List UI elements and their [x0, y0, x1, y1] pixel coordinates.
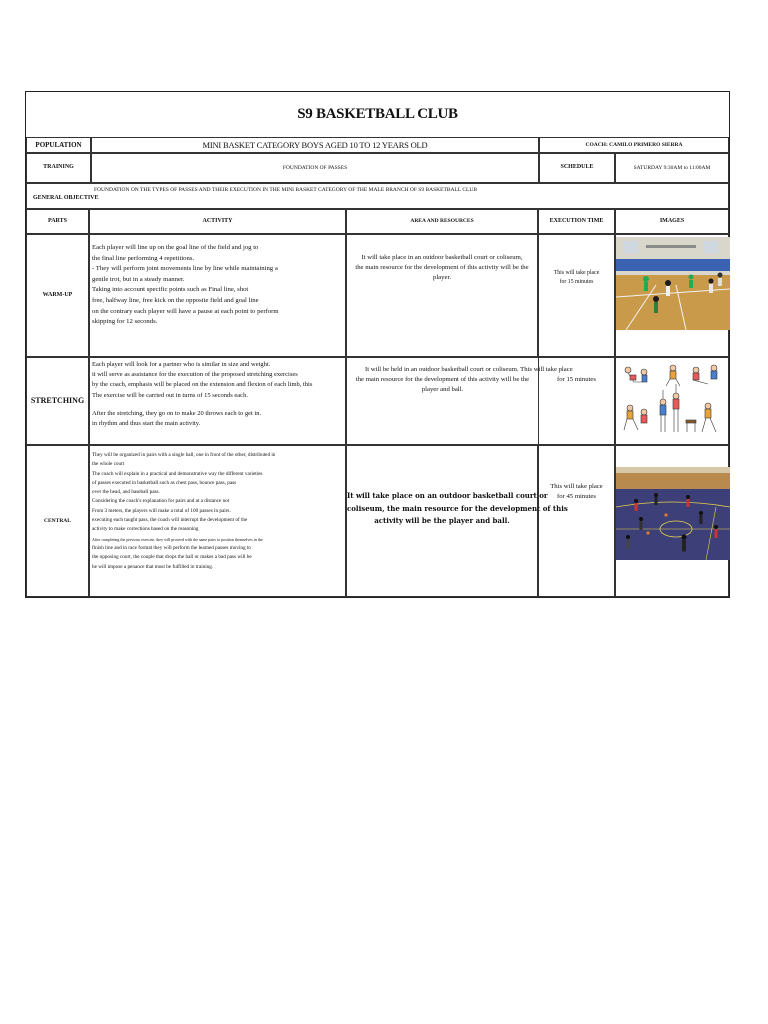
stretching-figures-drawing [618, 360, 728, 442]
activity-line: Each player will line up on the goal line of the field and jog to [92, 244, 259, 251]
activity-line: on the contrary each player will have a pause at each point to perform [92, 307, 279, 315]
area-line: player. [432, 274, 451, 281]
activity-line: the whole court [92, 461, 125, 468]
activity-line: in rhythm and thus start the main activity. [92, 420, 201, 428]
schedule-label: SCHEDULE [539, 153, 615, 183]
population-value: MINI BASKET CATEGORY BOYS AGED 10 TO 12 YEARS OLD [91, 137, 539, 153]
activity-line: The exercise will be carried out in turns of 15 seconds each. [92, 391, 248, 399]
coach-name: COACH: CAMILO PRIMERO SIERRA [539, 137, 729, 153]
activity-line: of passes executed in basketball such as chest pass, bounce pass, pass [92, 479, 237, 486]
area-line: It will be held in an outdoor basketball court or coliseum. This will take place [365, 366, 573, 373]
activity-line: he will impose a penance that must be fulfilled in training. [92, 563, 214, 570]
area-line: It will take place in an outdoor basketball court or coliseum, [361, 254, 523, 261]
part-stretching: STRETCHING [26, 357, 89, 445]
time-warmup [538, 234, 615, 357]
activity-line: the opposing court, the couple that drops the ball or makes a bad pass will be [92, 554, 252, 561]
area-stretching [346, 357, 573, 445]
part-central: CENTRAL [26, 445, 89, 597]
part-warmup: WARM-UP [26, 234, 89, 357]
activity-line: They will be organized in pairs with a single ball, one in front of the other, distributed in [92, 452, 276, 458]
activity-line: it will serve as assistance for the execution of the proposed stretching exercises [92, 371, 298, 379]
training-label: TRAINING [26, 153, 91, 183]
activity-central [89, 445, 346, 597]
training-value: FOUNDATION OF PASSES [91, 153, 539, 183]
activity-line: skipping for 12 seconds. [92, 318, 158, 326]
activity-line: executing each taught pass, the coach will interrupt the development of the [92, 517, 248, 524]
area-line: player and ball. [421, 386, 464, 393]
activity-warmup [89, 234, 346, 357]
time-line: for 15 minutes [556, 376, 596, 383]
activity-line: Taking into account specific points such as Final line, shot [92, 286, 249, 294]
activity-line: the final line performing 4 repetitions. [92, 254, 195, 262]
col-activity: ACTIVITY [89, 209, 346, 234]
time-stretching [538, 357, 615, 445]
activity-line: by the coach, emphasis will be placed on the extension and flexion of each limb, this [92, 381, 313, 389]
schedule-value: SATURDAY 9:30AM to 11:00AM [615, 153, 729, 183]
activity-line: gentle trot, but in a steady manner. [92, 275, 185, 283]
page-title: S9 BASKETBALL CLUB [26, 92, 729, 138]
activity-line: After the stretching, they go on to make 20 throws each to get in. [92, 409, 262, 417]
population-label: POPULATION [26, 137, 91, 153]
gym-photo [616, 237, 730, 330]
activity-line: Each player will look for a partner who is similar in size and weight. [92, 361, 271, 368]
col-parts: PARTS [26, 209, 89, 234]
activity-line: After completing the previous exercise, they will proceed with the same pairs to position themselves in the [92, 536, 263, 542]
activity-stretching [89, 357, 346, 445]
area-central [346, 445, 568, 597]
area-line: coliseum, the main resource for the development of this [347, 503, 568, 513]
time-line: This will take place [550, 483, 603, 490]
time-line: for 15 minutes [559, 279, 594, 285]
activity-line: - They will perform joint movements line by line while maintaining a [92, 265, 278, 273]
activity-line: over the head, and baseball pass. [92, 489, 160, 496]
area-line: the main resource for the development of this activity will be the [355, 376, 530, 383]
area-line: the main resource for the development of this activity will be the [355, 264, 529, 271]
training-plan-sheet [25, 91, 730, 598]
images-central-cell [615, 445, 729, 597]
col-area: AREA AND RESOURCES [346, 209, 538, 234]
objective-row [26, 183, 729, 209]
objective-text: FOUNDATION ON THE TYPES OF PASSES AND THEIR EXECUTION IN THE MINI BASKET CATEGORY OF THE MALE BRANCH OF S9 BASKETBALL CLUB [94, 187, 478, 193]
activity-line [92, 401, 343, 409]
activity-line: The coach will explain in a practical and demonstrative way the different varieties [92, 470, 263, 477]
time-line: This will take place [553, 270, 600, 276]
col-time: EXECUTION TIME [538, 209, 615, 234]
images-warmup-cell [615, 234, 729, 357]
area-line: activity will be the player and ball. [374, 516, 510, 525]
court-photo [616, 467, 730, 560]
time-central [538, 445, 615, 597]
objective-label: GENERAL OBJECTIVE [33, 195, 99, 201]
activity-line: finish line and in race format they will perform the learned passes moving to [92, 544, 251, 551]
activity-line: Considering the coach's explanation for pairs and at a distance not [92, 498, 230, 505]
area-warmup [346, 234, 538, 357]
activity-line: free, halfway line, free kick on the opposite field and goal line [92, 296, 259, 304]
activity-line: activity to make corrections based on the reasoning [92, 526, 199, 533]
activity-line: From 3 meters, the players will make a total of 100 passes in pairs. [92, 507, 231, 514]
images-stretching-cell [615, 357, 729, 445]
time-line: for 45 minutes [556, 493, 596, 500]
area-line: It will take place on an outdoor basketball court or [347, 491, 548, 500]
col-images: IMAGES [615, 209, 729, 234]
